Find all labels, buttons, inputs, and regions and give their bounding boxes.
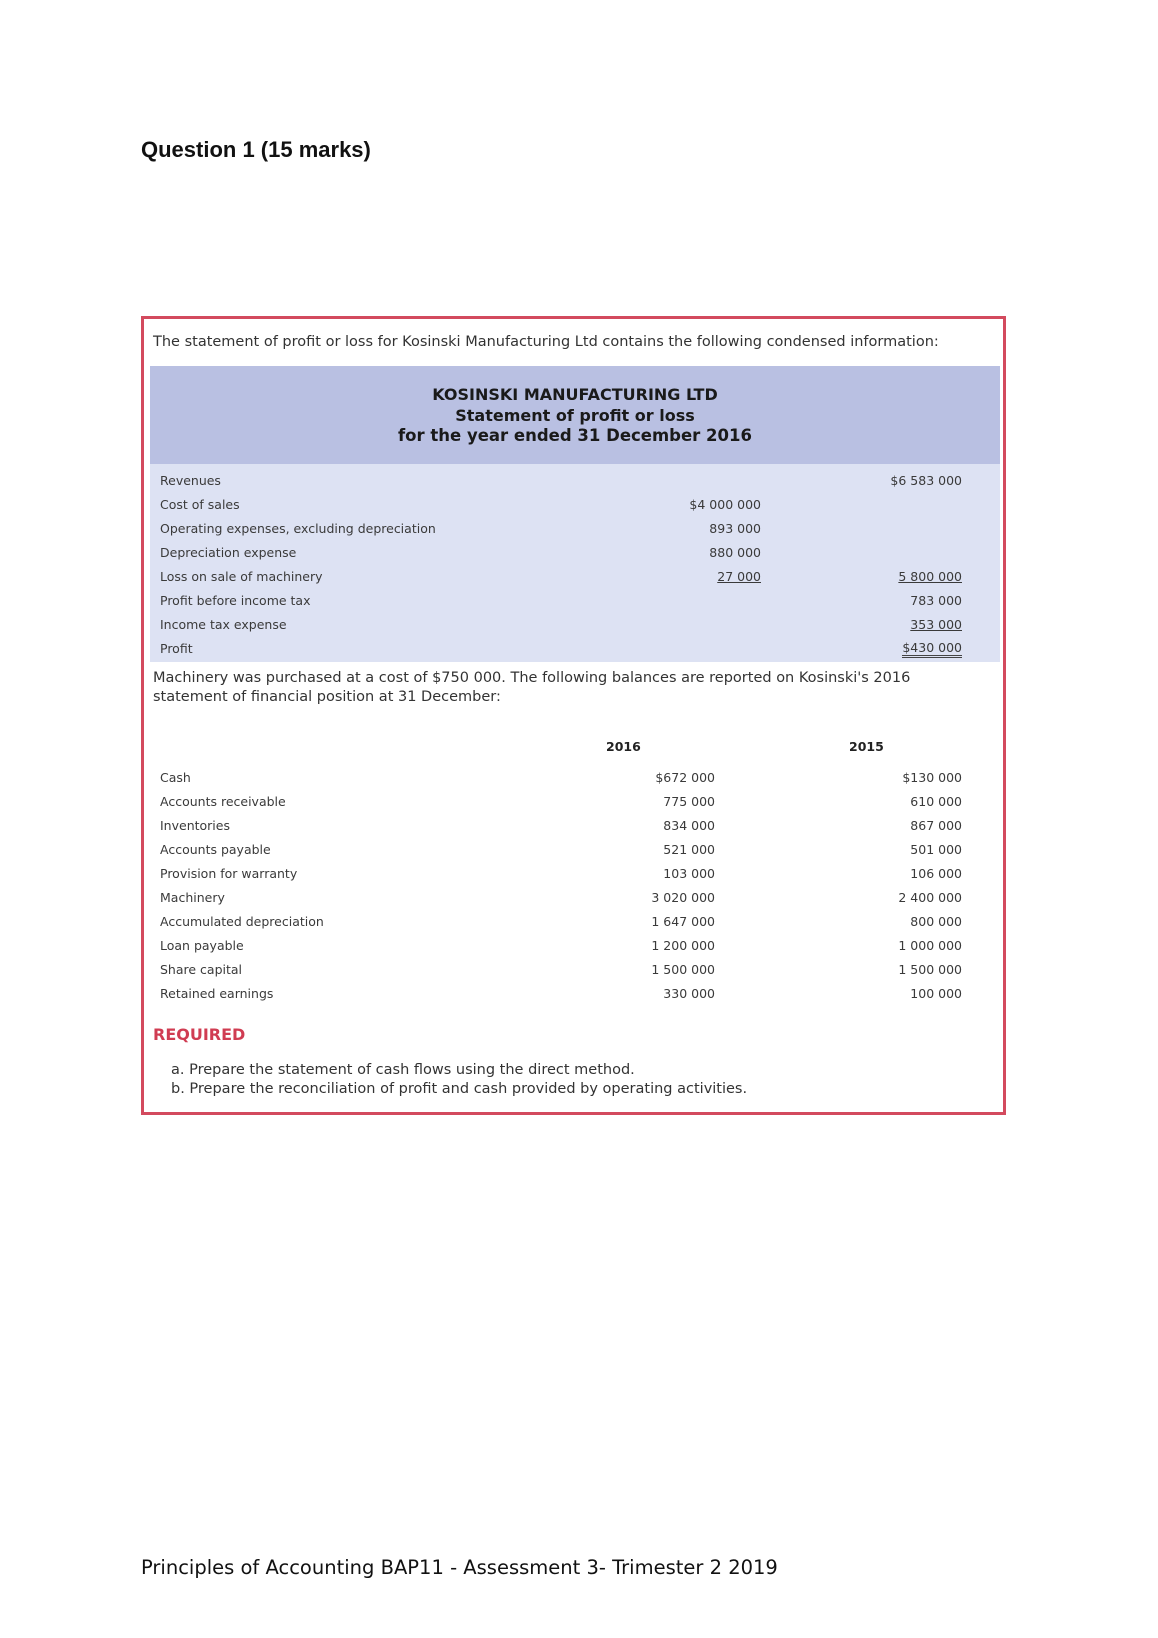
balance-label: Cash [160, 770, 191, 785]
balance-2016: 330 000 [663, 986, 715, 1001]
row-label: Operating expenses, excluding depreciation [160, 521, 436, 536]
question-title: Question 1 (15 marks) [141, 137, 371, 162]
balance-row [150, 839, 1000, 863]
balance-2016: 3 020 000 [651, 890, 715, 905]
balance-2015: 610 000 [910, 794, 962, 809]
statement-row [150, 494, 1000, 516]
balance-row [150, 791, 1000, 815]
row-total: $6 583 000 [890, 473, 962, 488]
balance-2016: 1 500 000 [651, 962, 715, 977]
balance-2016: $672 000 [655, 770, 715, 785]
row-amount: $4 000 000 [689, 497, 761, 512]
balance-2016: 1 647 000 [651, 914, 715, 929]
row-total: 5 800 000 [898, 569, 962, 584]
row-amount: 880 000 [709, 545, 761, 560]
balance-2015: 501 000 [910, 842, 962, 857]
year-2016-header: 2016 [606, 739, 641, 754]
balance-row [150, 863, 1000, 887]
balance-label: Loan payable [160, 938, 244, 953]
row-label: Profit [160, 641, 193, 656]
task-item: b. Prepare the reconciliation of profit and cash provided by operating activities. [171, 1081, 748, 1097]
statement-row [150, 614, 1000, 636]
required-heading: REQUIRED [153, 1025, 246, 1044]
page-footer: Principles of Accounting BAP11 - Assessment 3- Trimester 2 2019 [141, 1556, 778, 1579]
balance-2016: 103 000 [663, 866, 715, 881]
balance-label: Accounts receivable [160, 794, 286, 809]
row-label: Loss on sale of machinery [160, 569, 323, 584]
statement-row [150, 638, 1000, 660]
year-2015-header: 2015 [849, 739, 884, 754]
task-item: a. Prepare the statement of cash flows using the direct method. [171, 1062, 635, 1078]
balance-label: Inventories [160, 818, 230, 833]
problem-box [141, 316, 1006, 1115]
row-total: 353 000 [910, 617, 962, 632]
balance-row [150, 935, 1000, 959]
row-amount: 27 000 [717, 569, 761, 584]
balances-intro: Machinery was purchased at a cost of $750 000. The following balances are reported on Kosinski's 2016 statement of financial position at 31 December: [153, 670, 911, 705]
task-list [171, 1061, 747, 1099]
statement-header [150, 366, 1000, 464]
balance-label: Share capital [160, 962, 243, 977]
balance-row [150, 983, 1000, 1007]
balance-2016: 775 000 [663, 794, 715, 809]
problem-intro: The statement of profit or loss for Kosinski Manufacturing Ltd contains the following condensed information: [153, 334, 939, 350]
balance-label: Provision for warranty [160, 866, 298, 881]
statement-row [150, 470, 1000, 492]
balance-2015: 867 000 [910, 818, 962, 833]
balance-row [150, 959, 1000, 983]
balance-2015: 1 000 000 [898, 938, 962, 953]
profit-loss-statement [150, 366, 1000, 662]
statement-row [150, 590, 1000, 612]
row-total: $430 000 [902, 641, 962, 658]
balance-2015: 800 000 [910, 914, 962, 929]
row-label: Cost of sales [160, 497, 240, 512]
row-label: Depreciation expense [160, 545, 297, 560]
balance-row [150, 767, 1000, 791]
balance-label: Retained earnings [160, 986, 274, 1001]
statement-period: for the year ended 31 December 2016 [398, 426, 752, 445]
balance-2015: $130 000 [902, 770, 962, 785]
balance-row [150, 815, 1000, 839]
statement-row [150, 566, 1000, 588]
balance-label: Machinery [160, 890, 225, 905]
row-label: Profit before income tax [160, 593, 311, 608]
balance-2015: 100 000 [910, 986, 962, 1001]
statement-row [150, 518, 1000, 540]
balance-row [150, 887, 1000, 911]
balance-row [150, 911, 1000, 935]
balance-2015: 106 000 [910, 866, 962, 881]
statement-row [150, 542, 1000, 564]
balance-2015: 1 500 000 [898, 962, 962, 977]
row-amount: 893 000 [709, 521, 761, 536]
row-total: 783 000 [910, 593, 962, 608]
balance-label: Accounts payable [160, 842, 271, 857]
balance-label: Accumulated depreciation [160, 914, 324, 929]
balance-2016: 1 200 000 [651, 938, 715, 953]
row-label: Revenues [160, 473, 221, 488]
balance-2016: 834 000 [663, 818, 715, 833]
company-name: KOSINSKI MANUFACTURING LTD [432, 385, 718, 404]
balance-2015: 2 400 000 [898, 890, 962, 905]
row-label: Income tax expense [160, 617, 287, 632]
balance-2016: 521 000 [663, 842, 715, 857]
statement-title: Statement of profit or loss [455, 406, 695, 425]
